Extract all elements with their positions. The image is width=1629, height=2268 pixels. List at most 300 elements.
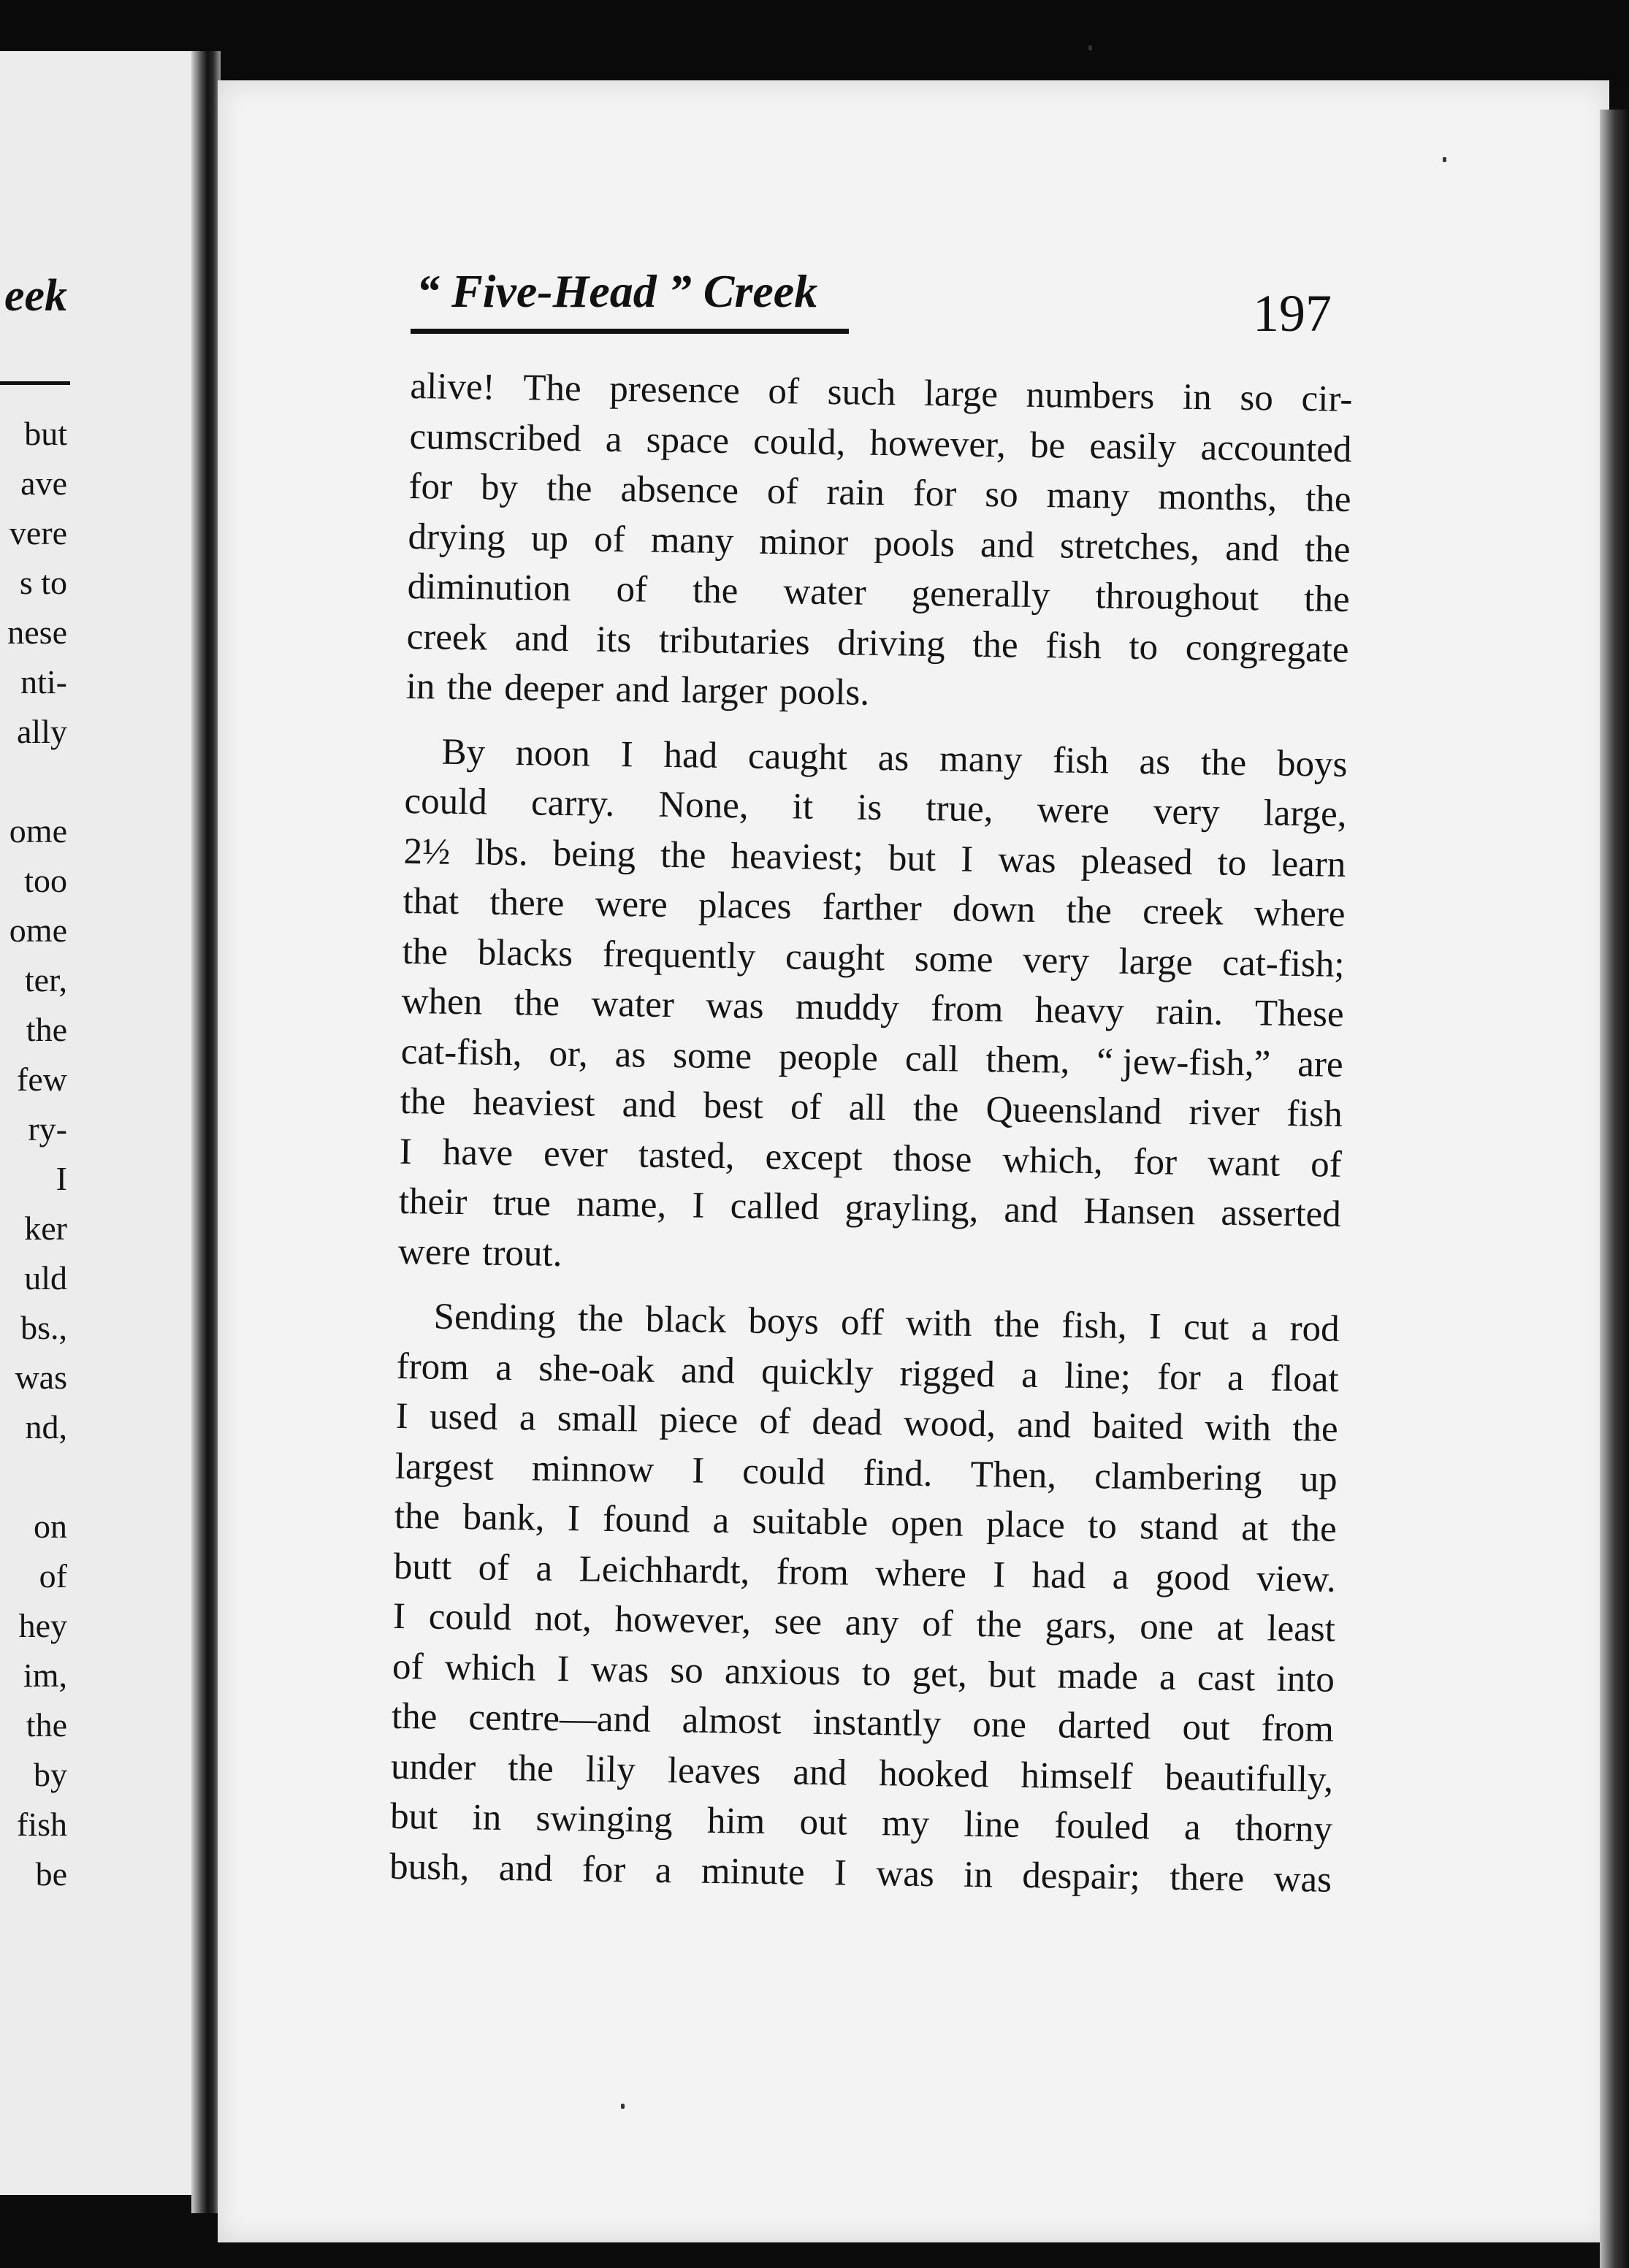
page-edge-shadow: [1600, 110, 1629, 2268]
word: the: [1304, 528, 1351, 570]
word: except: [765, 1136, 863, 1179]
word: for: [408, 465, 453, 508]
word: however,: [614, 1599, 752, 1642]
word: made: [1057, 1655, 1139, 1698]
word: pools: [873, 522, 955, 565]
word: from: [1261, 1708, 1335, 1750]
word: minnow: [531, 1447, 655, 1491]
word: be: [1029, 424, 1066, 467]
previous-page-line-fragment: ave: [20, 465, 67, 502]
word: thorny: [1235, 1807, 1333, 1850]
word: grayling,: [844, 1187, 979, 1230]
previous-page-line-fragment: uld: [24, 1259, 67, 1297]
word: were: [397, 1231, 471, 1273]
word: the: [546, 467, 592, 510]
word: open: [890, 1503, 964, 1545]
word: bush,: [389, 1846, 470, 1888]
word: from: [396, 1345, 470, 1388]
word: almost: [682, 1700, 782, 1743]
word: None,: [658, 784, 749, 827]
word: line: [964, 1803, 1020, 1846]
word: and: [622, 1084, 676, 1126]
word: baited: [1091, 1405, 1184, 1448]
word: heaviest: [473, 1082, 595, 1125]
word: as: [1139, 741, 1171, 783]
word: least: [1267, 1608, 1336, 1650]
word: find.: [863, 1452, 933, 1494]
word: cat-fish,: [400, 1031, 522, 1074]
word: is: [856, 787, 882, 829]
word: to: [861, 1652, 891, 1694]
word: had: [1031, 1554, 1086, 1597]
word: best: [703, 1085, 764, 1127]
word: where: [874, 1552, 967, 1595]
word: accounted: [1200, 427, 1352, 470]
word: were: [1037, 790, 1110, 832]
word: when: [401, 980, 483, 1023]
word: are: [1297, 1043, 1343, 1085]
word: a: [1112, 1556, 1129, 1597]
word: the: [577, 1298, 624, 1340]
word: fish: [1052, 739, 1110, 782]
word: with: [1204, 1407, 1272, 1449]
scan-speck: [1443, 157, 1446, 162]
word: By: [441, 731, 486, 773]
word: want: [1207, 1142, 1281, 1185]
word: and: [980, 524, 1035, 566]
word: the: [1200, 741, 1247, 784]
previous-page-line-fragment: I: [56, 1160, 67, 1197]
previous-page-line-fragment: [0, 757, 67, 806]
word: view.: [1256, 1557, 1337, 1600]
word: and: [1224, 527, 1280, 570]
word: creek: [1142, 891, 1224, 933]
word: so: [1240, 377, 1274, 419]
word: rigged: [899, 1352, 996, 1395]
word: float: [1270, 1358, 1339, 1400]
word: fouled: [1053, 1805, 1151, 1848]
word: a: [1159, 1656, 1177, 1698]
word: I: [395, 1395, 409, 1437]
word: small: [557, 1397, 638, 1440]
previous-page-line-fragment: nese: [7, 614, 67, 651]
word: noon: [515, 732, 591, 774]
word: them,: [985, 1039, 1070, 1082]
word: at: [1240, 1508, 1269, 1549]
word: could: [404, 780, 488, 823]
word: place: [985, 1504, 1066, 1546]
word: the: [692, 570, 739, 612]
previous-page-line-fragment: too: [24, 862, 67, 899]
word: the: [1303, 579, 1350, 620]
word: to: [1129, 626, 1159, 668]
previous-page-line-fragment: on: [34, 1508, 67, 1545]
word: I: [960, 839, 974, 880]
word: up: [1300, 1458, 1338, 1500]
word: and: [514, 617, 569, 660]
running-head-underline: [411, 329, 849, 334]
word: boys: [748, 1300, 820, 1343]
word: so: [670, 1649, 704, 1692]
word: and: [680, 1349, 736, 1391]
word: darted: [1057, 1705, 1151, 1748]
previous-page-line-fragment: nd,: [25, 1408, 67, 1446]
word: I: [692, 1185, 705, 1226]
word: hooked: [878, 1752, 989, 1795]
word: true: [492, 1182, 552, 1224]
word: a: [712, 1500, 730, 1542]
word: places: [698, 885, 792, 928]
word: could: [428, 1596, 512, 1639]
word: found: [602, 1498, 690, 1541]
word: a: [519, 1397, 536, 1439]
word: larger: [681, 670, 768, 712]
previous-page-line-fragment: [0, 1452, 67, 1502]
word: of: [593, 519, 626, 560]
word: to: [1217, 841, 1247, 884]
word: throughout: [1095, 576, 1259, 619]
book-gutter: [191, 51, 221, 2213]
word: the: [1292, 1408, 1339, 1450]
word: cat-fish;: [1222, 942, 1345, 985]
word: rod: [1289, 1307, 1340, 1350]
word: the: [1291, 1508, 1338, 1550]
word: I: [557, 1648, 571, 1689]
word: minute: [701, 1850, 805, 1893]
word: at: [1216, 1607, 1244, 1649]
word: very: [1153, 791, 1220, 833]
word: instantly: [812, 1701, 942, 1745]
word: and: [1017, 1404, 1072, 1446]
word: of: [921, 1603, 954, 1645]
word: leaves: [667, 1749, 761, 1792]
previous-page-running-head: eek: [4, 271, 67, 321]
word: my: [881, 1803, 930, 1845]
word: rain.: [1155, 991, 1224, 1034]
word: fish: [1045, 625, 1102, 667]
word: 2½: [403, 831, 451, 873]
word: The: [522, 367, 582, 410]
word: lbs.: [475, 831, 529, 874]
word: water: [591, 983, 675, 1026]
word: but: [389, 1795, 438, 1838]
word: or,: [549, 1033, 589, 1074]
word: tasted,: [638, 1134, 735, 1177]
word: could,: [752, 421, 846, 463]
word: a: [535, 1548, 553, 1589]
running-head-title: “ Five-Head ” Creek: [416, 265, 818, 317]
previous-page-line-fragment: the: [26, 1011, 67, 1048]
word: was: [590, 1649, 649, 1691]
word: cumscribed: [409, 416, 582, 459]
word: These: [1254, 993, 1344, 1035]
word: him: [706, 1800, 766, 1842]
word: alive!: [410, 365, 496, 408]
word: asserted: [1221, 1192, 1342, 1235]
word: stretches,: [1059, 524, 1200, 568]
word: there: [489, 882, 565, 925]
word: I: [392, 1595, 406, 1638]
word: some: [672, 1034, 752, 1077]
scan-speck: [1088, 45, 1092, 50]
word: pleased: [1080, 840, 1194, 883]
word: but: [888, 837, 936, 879]
word: very: [1022, 939, 1090, 982]
word: good: [1155, 1556, 1231, 1599]
word: the: [1305, 478, 1351, 520]
word: heaviest;: [730, 835, 864, 879]
page-number: 197: [1253, 284, 1332, 343]
word: in: [472, 1797, 502, 1839]
word: their: [398, 1180, 468, 1223]
word: was: [997, 839, 1057, 881]
word: was: [1273, 1858, 1332, 1901]
word: “ jew-fish,”: [1096, 1040, 1271, 1085]
word: used: [429, 1396, 499, 1438]
word: butt: [393, 1546, 452, 1588]
word: there: [1169, 1857, 1245, 1899]
word: for: [1156, 1356, 1202, 1398]
word: many: [650, 519, 734, 562]
previous-page-line-fragment: ter,: [24, 961, 67, 999]
word: heavy: [1034, 990, 1125, 1032]
word: its: [595, 619, 632, 660]
word: from: [776, 1551, 850, 1594]
previous-page-line-fragment: the: [26, 1706, 67, 1744]
word: and: [615, 668, 670, 711]
word: of: [759, 1400, 791, 1443]
word: rain: [826, 471, 885, 514]
word: muddy: [795, 986, 900, 1029]
word: I: [1148, 1306, 1162, 1348]
word: creek: [406, 616, 488, 659]
previous-page-edge: [0, 51, 196, 2195]
word: driving: [836, 622, 946, 665]
word: the: [972, 624, 1019, 666]
word: drying: [408, 516, 506, 559]
word: boys: [1276, 743, 1348, 785]
word: and: [1004, 1189, 1058, 1232]
word: water: [783, 571, 867, 614]
word: months,: [1157, 476, 1278, 519]
word: the: [993, 1304, 1040, 1346]
word: as: [877, 737, 909, 779]
word: one: [1139, 1606, 1194, 1649]
word: some: [914, 938, 993, 980]
word: where: [1254, 893, 1346, 935]
word: congregate: [1185, 627, 1349, 671]
previous-page-line-fragment: but: [24, 415, 67, 452]
word: being: [552, 833, 636, 875]
word: ever: [543, 1133, 609, 1175]
previous-page-line-fragment: ome: [9, 812, 67, 849]
word: the: [400, 1080, 446, 1123]
word: the: [1066, 890, 1113, 932]
word: largest: [394, 1446, 495, 1489]
word: bank,: [462, 1497, 545, 1539]
word: for: [581, 1848, 626, 1890]
word: could: [741, 1450, 825, 1493]
word: numbers: [1026, 374, 1155, 418]
word: fish,: [1061, 1305, 1127, 1347]
word: so: [985, 474, 1019, 516]
word: himself: [1020, 1755, 1133, 1798]
word: generally: [911, 573, 1050, 616]
word: and: [498, 1847, 553, 1890]
word: a: [655, 1849, 672, 1891]
previous-page-line-fragment: s to: [19, 564, 67, 601]
word: those: [893, 1137, 972, 1180]
word: black: [645, 1299, 727, 1342]
word: by: [480, 467, 519, 509]
word: carry.: [530, 782, 615, 825]
previous-page-text-column: [0, 409, 67, 1899]
word: was: [705, 985, 765, 1027]
word: cir-: [1301, 378, 1353, 421]
word: she-oak: [538, 1348, 655, 1391]
word: with: [905, 1302, 972, 1345]
word: absence: [620, 469, 739, 512]
word: of: [616, 568, 648, 611]
word: of: [478, 1546, 510, 1589]
previous-page-line-fragment: im,: [23, 1657, 67, 1694]
word: which: [444, 1646, 536, 1689]
word: and: [793, 1752, 847, 1794]
previous-page-line-fragment: be: [35, 1855, 67, 1893]
word: anxious: [724, 1650, 842, 1693]
previous-page-line-fragment: fish: [17, 1806, 67, 1843]
word: of: [768, 370, 800, 413]
word: wood,: [903, 1402, 996, 1446]
word: stand: [1139, 1506, 1219, 1549]
word: in: [963, 1854, 993, 1895]
word: a: [1226, 1357, 1245, 1399]
word: such: [827, 371, 896, 414]
previous-page-line-fragment: hey: [18, 1607, 67, 1644]
word: have: [442, 1131, 514, 1174]
previous-page-line-fragment: ry-: [28, 1110, 67, 1148]
word: Leichhardt,: [579, 1548, 750, 1592]
word: caught: [785, 936, 885, 979]
word: the: [976, 1603, 1023, 1646]
word: many: [1046, 475, 1130, 517]
word: a: [495, 1347, 513, 1389]
word: lily: [585, 1749, 636, 1790]
word: space: [646, 419, 730, 462]
word: it: [792, 786, 814, 828]
word: dead: [812, 1401, 883, 1444]
word: called: [730, 1185, 820, 1228]
word: a: [1020, 1354, 1039, 1396]
word: I: [567, 1498, 581, 1540]
word: cut: [1183, 1306, 1229, 1348]
word: piece: [659, 1399, 739, 1442]
word: one: [972, 1703, 1027, 1746]
word: all: [848, 1087, 887, 1129]
word: gars,: [1045, 1605, 1117, 1647]
word: I: [691, 1450, 705, 1492]
previous-page-line-fragment: vere: [9, 514, 67, 551]
word: cast: [1197, 1657, 1256, 1699]
word: that: [403, 880, 459, 923]
word: from: [930, 988, 1004, 1031]
previous-page-line-fragment: by: [34, 1756, 67, 1793]
word: call: [904, 1038, 959, 1080]
word: frequently: [602, 933, 756, 977]
word: diminution: [407, 565, 571, 610]
word: however,: [869, 422, 1007, 465]
word: fish: [1286, 1093, 1343, 1135]
previous-page-line-fragment: ker: [24, 1210, 67, 1247]
word: large: [1118, 941, 1194, 983]
word: were: [595, 883, 668, 925]
word: the: [394, 1495, 440, 1538]
word: of: [1310, 1143, 1343, 1185]
body-text-block: [389, 362, 1353, 1905]
word: which,: [1002, 1139, 1104, 1182]
word: tributaries: [658, 619, 811, 663]
word: I: [833, 1852, 847, 1894]
word: out: [1182, 1706, 1231, 1749]
word: any: [844, 1602, 899, 1644]
word: as: [614, 1034, 646, 1076]
word: line;: [1064, 1355, 1132, 1397]
word: a: [1183, 1806, 1201, 1849]
word: name,: [576, 1183, 667, 1226]
word: a: [605, 419, 622, 460]
word: see: [774, 1601, 823, 1643]
word: not,: [534, 1597, 592, 1640]
previous-page-line-fragment: bs.,: [20, 1309, 67, 1346]
word: to: [1087, 1505, 1118, 1547]
word: of: [392, 1646, 424, 1687]
word: I: [399, 1131, 413, 1172]
previous-page-line-fragment: few: [17, 1061, 67, 1098]
previous-page-head-rule: [0, 381, 70, 385]
word: I: [620, 733, 634, 775]
word: down: [952, 888, 1036, 931]
word: in: [405, 665, 435, 708]
word: off: [840, 1302, 884, 1344]
word: get,: [912, 1653, 968, 1695]
word: the: [446, 666, 493, 709]
word: quickly: [760, 1351, 874, 1394]
word: the: [660, 834, 706, 877]
word: centre—and: [468, 1697, 652, 1741]
word: blacks: [477, 931, 573, 974]
scan-speck: [621, 2104, 625, 2109]
word: of: [766, 470, 798, 513]
word: river: [1189, 1091, 1260, 1134]
word: had: [663, 734, 718, 776]
word: true,: [926, 787, 993, 831]
word: I: [992, 1554, 1006, 1596]
scan-background: [0, 0, 1629, 88]
word: farther: [822, 886, 923, 929]
word: swinging: [535, 1798, 674, 1841]
word: trout.: [481, 1232, 562, 1275]
word: Hansen: [1083, 1190, 1196, 1234]
word: despair;: [1022, 1855, 1141, 1898]
word: Queensland: [985, 1089, 1162, 1133]
word: of: [790, 1086, 822, 1128]
word: large,: [1263, 793, 1347, 835]
word: into: [1276, 1658, 1335, 1700]
word: for: [912, 473, 957, 515]
word: the: [514, 982, 560, 1024]
word: a: [1251, 1307, 1268, 1349]
word: was: [876, 1852, 935, 1895]
